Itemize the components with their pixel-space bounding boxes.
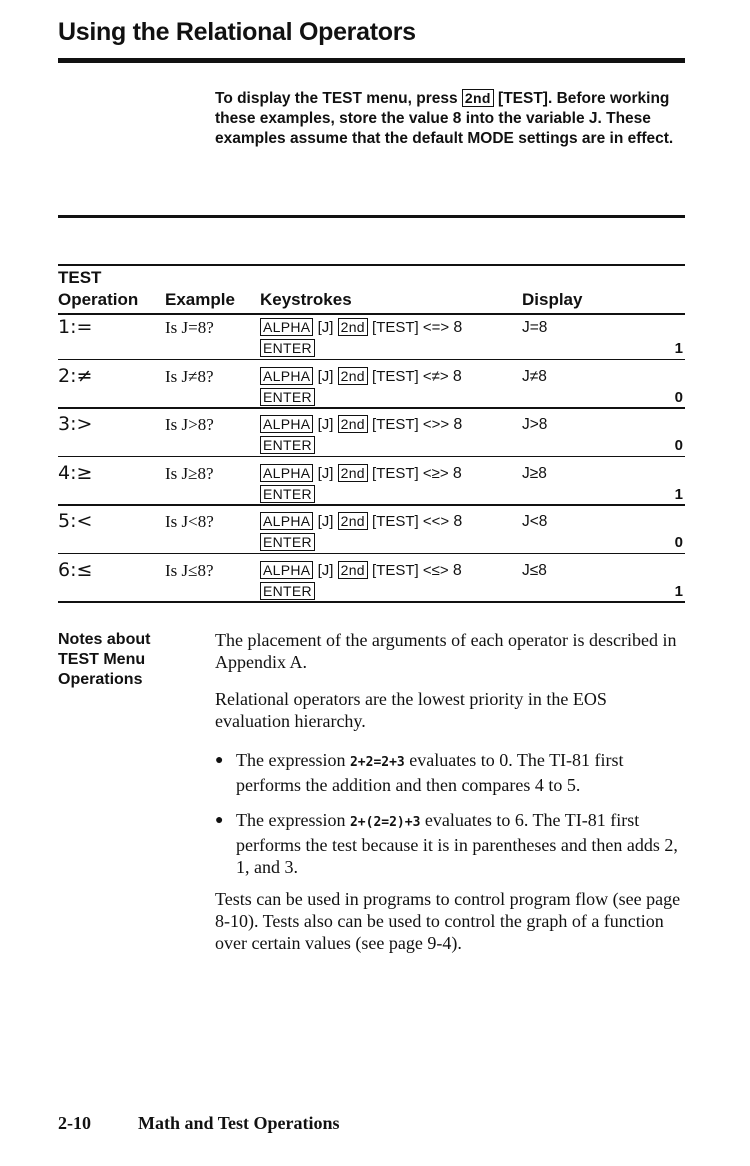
- title-rule: [58, 58, 685, 63]
- notes-paragraph-2: Relational operators are the lowest priority in the EOS evaluation hierarchy.: [215, 689, 607, 731]
- row-rule: [58, 504, 685, 506]
- example-cell: Is J<8?: [165, 512, 214, 531]
- operation-cell: 1:=: [58, 316, 93, 338]
- alpha-key: ALPHA: [260, 561, 313, 579]
- result-cell: 0: [674, 437, 683, 454]
- j-key-label: [J]: [317, 464, 334, 482]
- test-key-label: [TEST]: [372, 416, 419, 433]
- bullet-2-code: 2+(2=2)+3: [349, 815, 421, 830]
- test-menu-item: <≠>: [422, 367, 449, 385]
- j-key-label: [J]: [317, 416, 334, 433]
- bullet-1-text-a: The expression: [236, 750, 346, 770]
- alpha-key: ALPHA: [260, 464, 313, 482]
- keystrokes-cell: [260, 415, 462, 434]
- second-key: 2nd: [338, 318, 368, 336]
- enter-key: ENTER: [260, 436, 315, 454]
- second-key: 2nd: [462, 89, 494, 107]
- notes-heading: [58, 630, 188, 690]
- display-cell: J≥8: [522, 464, 547, 482]
- j-key-label: [J]: [317, 561, 334, 579]
- test-key-label: [TEST]: [372, 367, 419, 385]
- alpha-key: ALPHA: [260, 415, 313, 433]
- example-cell: Is J=8?: [165, 318, 214, 337]
- j-key-label: [J]: [317, 367, 334, 385]
- bullet-1-code: 2+2=2+3: [349, 755, 405, 770]
- enter-keystroke: [260, 533, 315, 551]
- result-cell: 1: [674, 582, 683, 600]
- keystrokes-cell: [260, 318, 462, 337]
- value-entry: 8: [453, 319, 463, 336]
- alpha-key: ALPHA: [260, 512, 313, 530]
- value-entry: 8: [453, 416, 463, 433]
- enter-key: ENTER: [260, 485, 315, 503]
- bullet-1-glyph: ●: [215, 753, 224, 768]
- alpha-key: ALPHA: [260, 367, 313, 385]
- enter-keystroke: [260, 339, 315, 357]
- row-rule: [58, 359, 685, 361]
- test-key-label: [TEST]: [372, 513, 419, 530]
- test-menu-item: <≥>: [422, 464, 449, 482]
- value-entry: 8: [452, 367, 462, 385]
- result-cell: 1: [674, 340, 683, 357]
- enter-keystroke: [260, 388, 315, 406]
- keystrokes-cell: [260, 512, 462, 531]
- header-rule: [58, 313, 685, 315]
- keystrokes-cell: [260, 561, 462, 580]
- enter-key: ENTER: [260, 582, 315, 600]
- page-title: Using the Relational Operators: [58, 18, 416, 46]
- test-key-label: [TEST]: [372, 319, 419, 336]
- intro-text: [215, 89, 685, 149]
- notes-heading-line-1: Notes about: [58, 631, 151, 648]
- example-cell: Is J≥8?: [165, 463, 214, 483]
- section-title: Math and Test Operations: [138, 1113, 340, 1133]
- notes-bullet-2: [236, 809, 686, 878]
- second-key: 2nd: [338, 512, 368, 530]
- row-rule: [58, 407, 685, 409]
- operation-cell: 4:≥: [58, 461, 93, 484]
- row-rule: [58, 553, 685, 555]
- row-rule: [58, 601, 685, 603]
- enter-key: ENTER: [260, 388, 315, 406]
- operation-cell: 5:<: [58, 510, 93, 532]
- header-test: TEST: [58, 268, 102, 287]
- example-cell: Is J≠8?: [165, 366, 214, 386]
- j-key-label: [J]: [317, 513, 334, 530]
- header-example: Example: [165, 290, 235, 309]
- notes-heading-line-3: Operations: [58, 671, 143, 688]
- notes-heading-line-2: TEST Menu: [58, 651, 146, 668]
- example-cell: Is J>8?: [165, 415, 214, 434]
- page-number: 2-10: [58, 1113, 91, 1133]
- test-menu-item: <<>: [422, 513, 450, 530]
- display-cell: J>8: [522, 416, 548, 433]
- enter-keystroke: [260, 436, 315, 454]
- bullet-2-glyph: ●: [215, 813, 224, 828]
- test-key-label: [TEST]: [372, 464, 419, 482]
- notes-paragraph-1: The placement of the arguments of each operator is described in Appendix A.: [215, 630, 677, 672]
- keystrokes-cell: [260, 464, 462, 483]
- table-top-rule: [58, 264, 685, 266]
- notes-bullet-1: [236, 749, 686, 796]
- value-entry: 8: [452, 464, 462, 482]
- second-key: 2nd: [338, 415, 368, 433]
- header-display: Display: [522, 290, 583, 309]
- display-cell: J=8: [522, 319, 548, 336]
- second-key: 2nd: [338, 367, 368, 385]
- value-entry: 8: [453, 513, 463, 530]
- value-entry: 8: [452, 561, 462, 579]
- enter-keystroke: [260, 582, 315, 600]
- test-menu-item: <>>: [422, 416, 450, 433]
- enter-key: ENTER: [260, 339, 315, 357]
- operation-cell: 3:>: [58, 413, 93, 435]
- bullet-1-text-b: evaluates to 0. The TI-81 first performs the addition and then compares 4 to 5.: [236, 750, 624, 795]
- intro-part-2: [TEST]. Before working these examples, store the value 8 into the variable J. These examples assume that the default MODE settings are in effect.: [215, 90, 674, 147]
- operation-cell: 2:≠: [58, 364, 93, 387]
- alpha-key: ALPHA: [260, 318, 313, 336]
- test-menu-item: <=>: [422, 319, 450, 336]
- header-keystrokes: Keystrokes: [260, 290, 352, 309]
- bullet-2-text-b: evaluates to 6. The TI-81 first performs the test because it is in parentheses and then adds 2, 1, and 3.: [236, 810, 678, 877]
- test-menu-item: <≤>: [422, 561, 449, 579]
- header-operation: Operation: [58, 290, 139, 309]
- result-cell: 1: [674, 485, 683, 503]
- bullet-2-text-a: The expression: [236, 810, 346, 830]
- second-key: 2nd: [338, 561, 368, 579]
- second-key: 2nd: [338, 464, 368, 482]
- result-cell: 0: [674, 388, 683, 406]
- example-cell: Is J≤8?: [165, 560, 214, 580]
- display-cell: J≤8: [522, 561, 547, 579]
- section-rule: [58, 215, 685, 218]
- result-cell: 0: [674, 534, 683, 551]
- operation-cell: 6:≤: [58, 558, 93, 581]
- row-rule: [58, 456, 685, 458]
- j-key-label: [J]: [317, 319, 334, 336]
- display-cell: J<8: [522, 513, 548, 530]
- display-cell: J≠8: [522, 367, 547, 385]
- notes-paragraph-3: Tests can be used in programs to control program flow (see page 8-10). Tests also can be used to control the graph of a function over certain values (see page 9-4).: [215, 889, 681, 953]
- enter-keystroke: [260, 485, 315, 503]
- test-key-label: [TEST]: [372, 561, 419, 579]
- keystrokes-cell: [260, 367, 462, 386]
- intro-part-1: To display the TEST menu, press: [215, 90, 458, 107]
- enter-key: ENTER: [260, 533, 315, 551]
